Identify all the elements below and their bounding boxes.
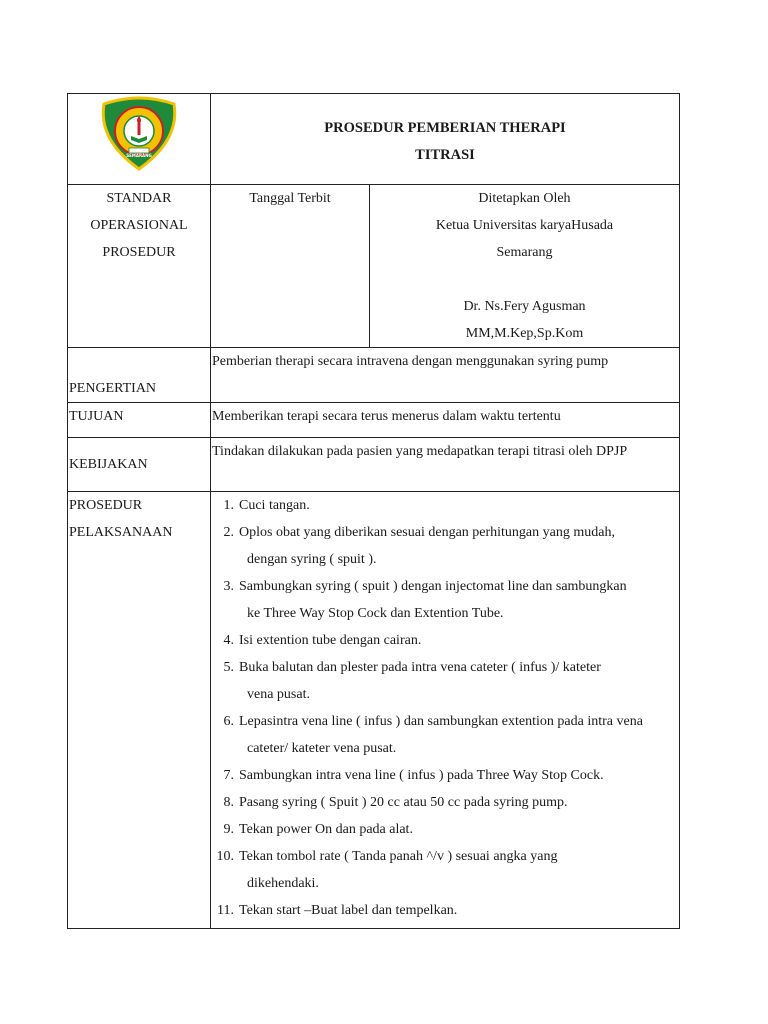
step-text: Lepasintra vena line ( infus ) dan sambungkan extention pada intra vena (239, 714, 643, 729)
step-continuation: ke Three Way Stop Cock dan Extention Tube. (247, 606, 504, 621)
step-text: Oplos obat yang diberikan sesuai dengan perhitungan yang mudah, (239, 525, 615, 540)
tanggal-terbit-cell (211, 185, 370, 348)
sop-line-3: PROSEDUR (102, 245, 176, 260)
step-number: 10. (216, 849, 234, 864)
city-line: Semarang (496, 245, 553, 260)
step-text: Tekan tombol rate ( Tanda panah ^/v ) sesuai angka yang (239, 849, 558, 864)
kebijakan-text: Tindakan dilakukan pada pasien yang medapatkan terapi titrasi oleh DPJP (211, 438, 680, 492)
step-continuation: dengan syring ( spuit ). (247, 552, 377, 567)
steps-list (211, 492, 679, 928)
step-number: 11. (217, 903, 234, 918)
step-item (211, 789, 679, 816)
sop-line-1: STANDAR (106, 191, 172, 206)
prosedur-label-line-2: PELAKSANAAN (69, 525, 173, 540)
step-number: 9. (223, 822, 234, 837)
step-number: 3. (223, 579, 234, 594)
step-continuation: dikehendaki. (247, 876, 319, 891)
step-item (211, 573, 679, 627)
tujuan-label: TUJUAN (68, 403, 211, 438)
svg-text:SEMARANG: SEMARANG (126, 153, 152, 158)
university-logo (96, 96, 182, 172)
step-item (211, 519, 679, 573)
step-text: Sambungkan syring ( spuit ) dengan injectomat line dan sambungkan (239, 579, 627, 594)
sop-table (67, 93, 680, 929)
step-continuation: vena pusat. (247, 687, 310, 702)
step-text: Pasang syring ( Spuit ) 20 cc atau 50 cc pada syring pump. (239, 795, 568, 810)
step-item (211, 843, 679, 897)
sop-document (67, 93, 679, 929)
step-number: 7. (223, 768, 234, 783)
step-item (211, 654, 679, 708)
ditetapkan-cell (370, 185, 680, 348)
pengertian-label: PENGERTIAN (68, 348, 211, 403)
kebijakan-label: KEBIJAKAN (68, 438, 211, 492)
step-number: 2. (223, 525, 234, 540)
prosedur-label-cell (68, 492, 211, 929)
step-item (211, 492, 679, 519)
step-number: 1. (223, 498, 234, 513)
step-text: Isi extention tube dengan cairan. (239, 633, 422, 648)
title-line-2: TITRASI (415, 147, 475, 163)
title-cell (211, 94, 680, 185)
prosedur-label-line-1: PROSEDUR (69, 498, 143, 513)
step-text: Buka balutan dan plester pada intra vena cateter ( infus )/ kateter (239, 660, 601, 675)
step-text: Tekan power On dan pada alat. (239, 822, 413, 837)
step-number: 8. (223, 795, 234, 810)
logo-cell (68, 94, 211, 185)
prosedur-steps-cell (211, 492, 680, 929)
signer-name: Dr. Ns.Fery Agusman (463, 299, 586, 314)
step-continuation: cateter/ kateter vena pusat. (247, 741, 397, 756)
pengertian-text: Pemberian therapi secara intravena dengan menggunakan syring pump (211, 348, 680, 403)
sop-label-cell (68, 185, 211, 348)
step-number: 5. (223, 660, 234, 675)
step-text: Sambungkan intra vena line ( infus ) pada Three Way Stop Cock. (239, 768, 604, 783)
title-line-1: PROSEDUR PEMBERIAN THERAPI (324, 120, 566, 136)
step-text: Cuci tangan. (239, 498, 310, 513)
tanggal-terbit-label: Tanggal Terbit (249, 191, 331, 206)
ketua-line: Ketua Universitas karyaHusada (435, 218, 614, 233)
sop-line-2: OPERASIONAL (90, 218, 188, 233)
ditetapkan-label: Ditetapkan Oleh (478, 191, 571, 206)
step-text: Tekan start –Buat label dan tempelkan. (239, 903, 458, 918)
step-number: 6. (223, 714, 234, 729)
step-item (211, 627, 679, 654)
step-item (211, 816, 679, 843)
signer-titles: MM,M.Kep,Sp.Kom (465, 326, 584, 341)
tujuan-text: Memberikan terapi secara terus menerus dalam waktu tertentu (211, 403, 680, 438)
step-item (211, 762, 679, 789)
step-number: 4. (223, 633, 234, 648)
step-item (211, 708, 679, 762)
step-item (211, 897, 679, 924)
